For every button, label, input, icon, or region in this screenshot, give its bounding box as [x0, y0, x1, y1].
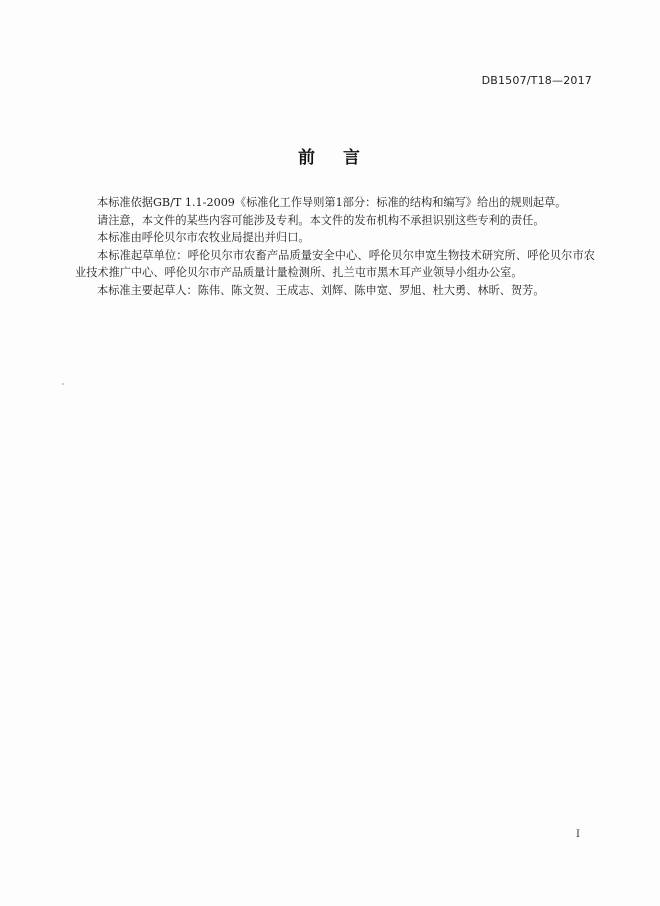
foreword-body [75, 194, 595, 300]
paragraph-patent-notice: 请注意，本文件的某些内容可能涉及专利。本文件的发布机构不承担识别这些专利的责任。 [97, 213, 545, 227]
title-char-left: 前 [298, 148, 317, 168]
standard-code: DB1507/T18—2017 [481, 74, 592, 87]
page-number: I [576, 829, 580, 840]
paragraph-proposer: 本标准由呼伦贝尔市农牧业局提出并归口。 [97, 231, 310, 245]
paragraph-drafters: 本标准主要起草人：陈伟、陈文贺、王成志、刘辉、陈申宽、罗旭、杜大勇、林昕、贺芳。 [97, 283, 545, 297]
scan-speck [62, 383, 64, 385]
paragraph-drafting-units: 本标准起草单位：呼伦贝尔市农畜产品质量安全中心、呼伦贝尔申宽生物技术研究所、呼伦贝尔市农业技术推广中心、呼伦贝尔市产品质量计量检测所、扎兰屯市黑木耳产业领导小组办公室。 [75, 248, 595, 280]
page-title [0, 143, 660, 168]
paragraph-drafting-basis: 本标准依据GB/T 1.1-2009《标准化工作导则第1部分：标准的结构和编写》给出的规则起草。 [97, 196, 567, 209]
title-char-right: 言 [343, 148, 362, 168]
